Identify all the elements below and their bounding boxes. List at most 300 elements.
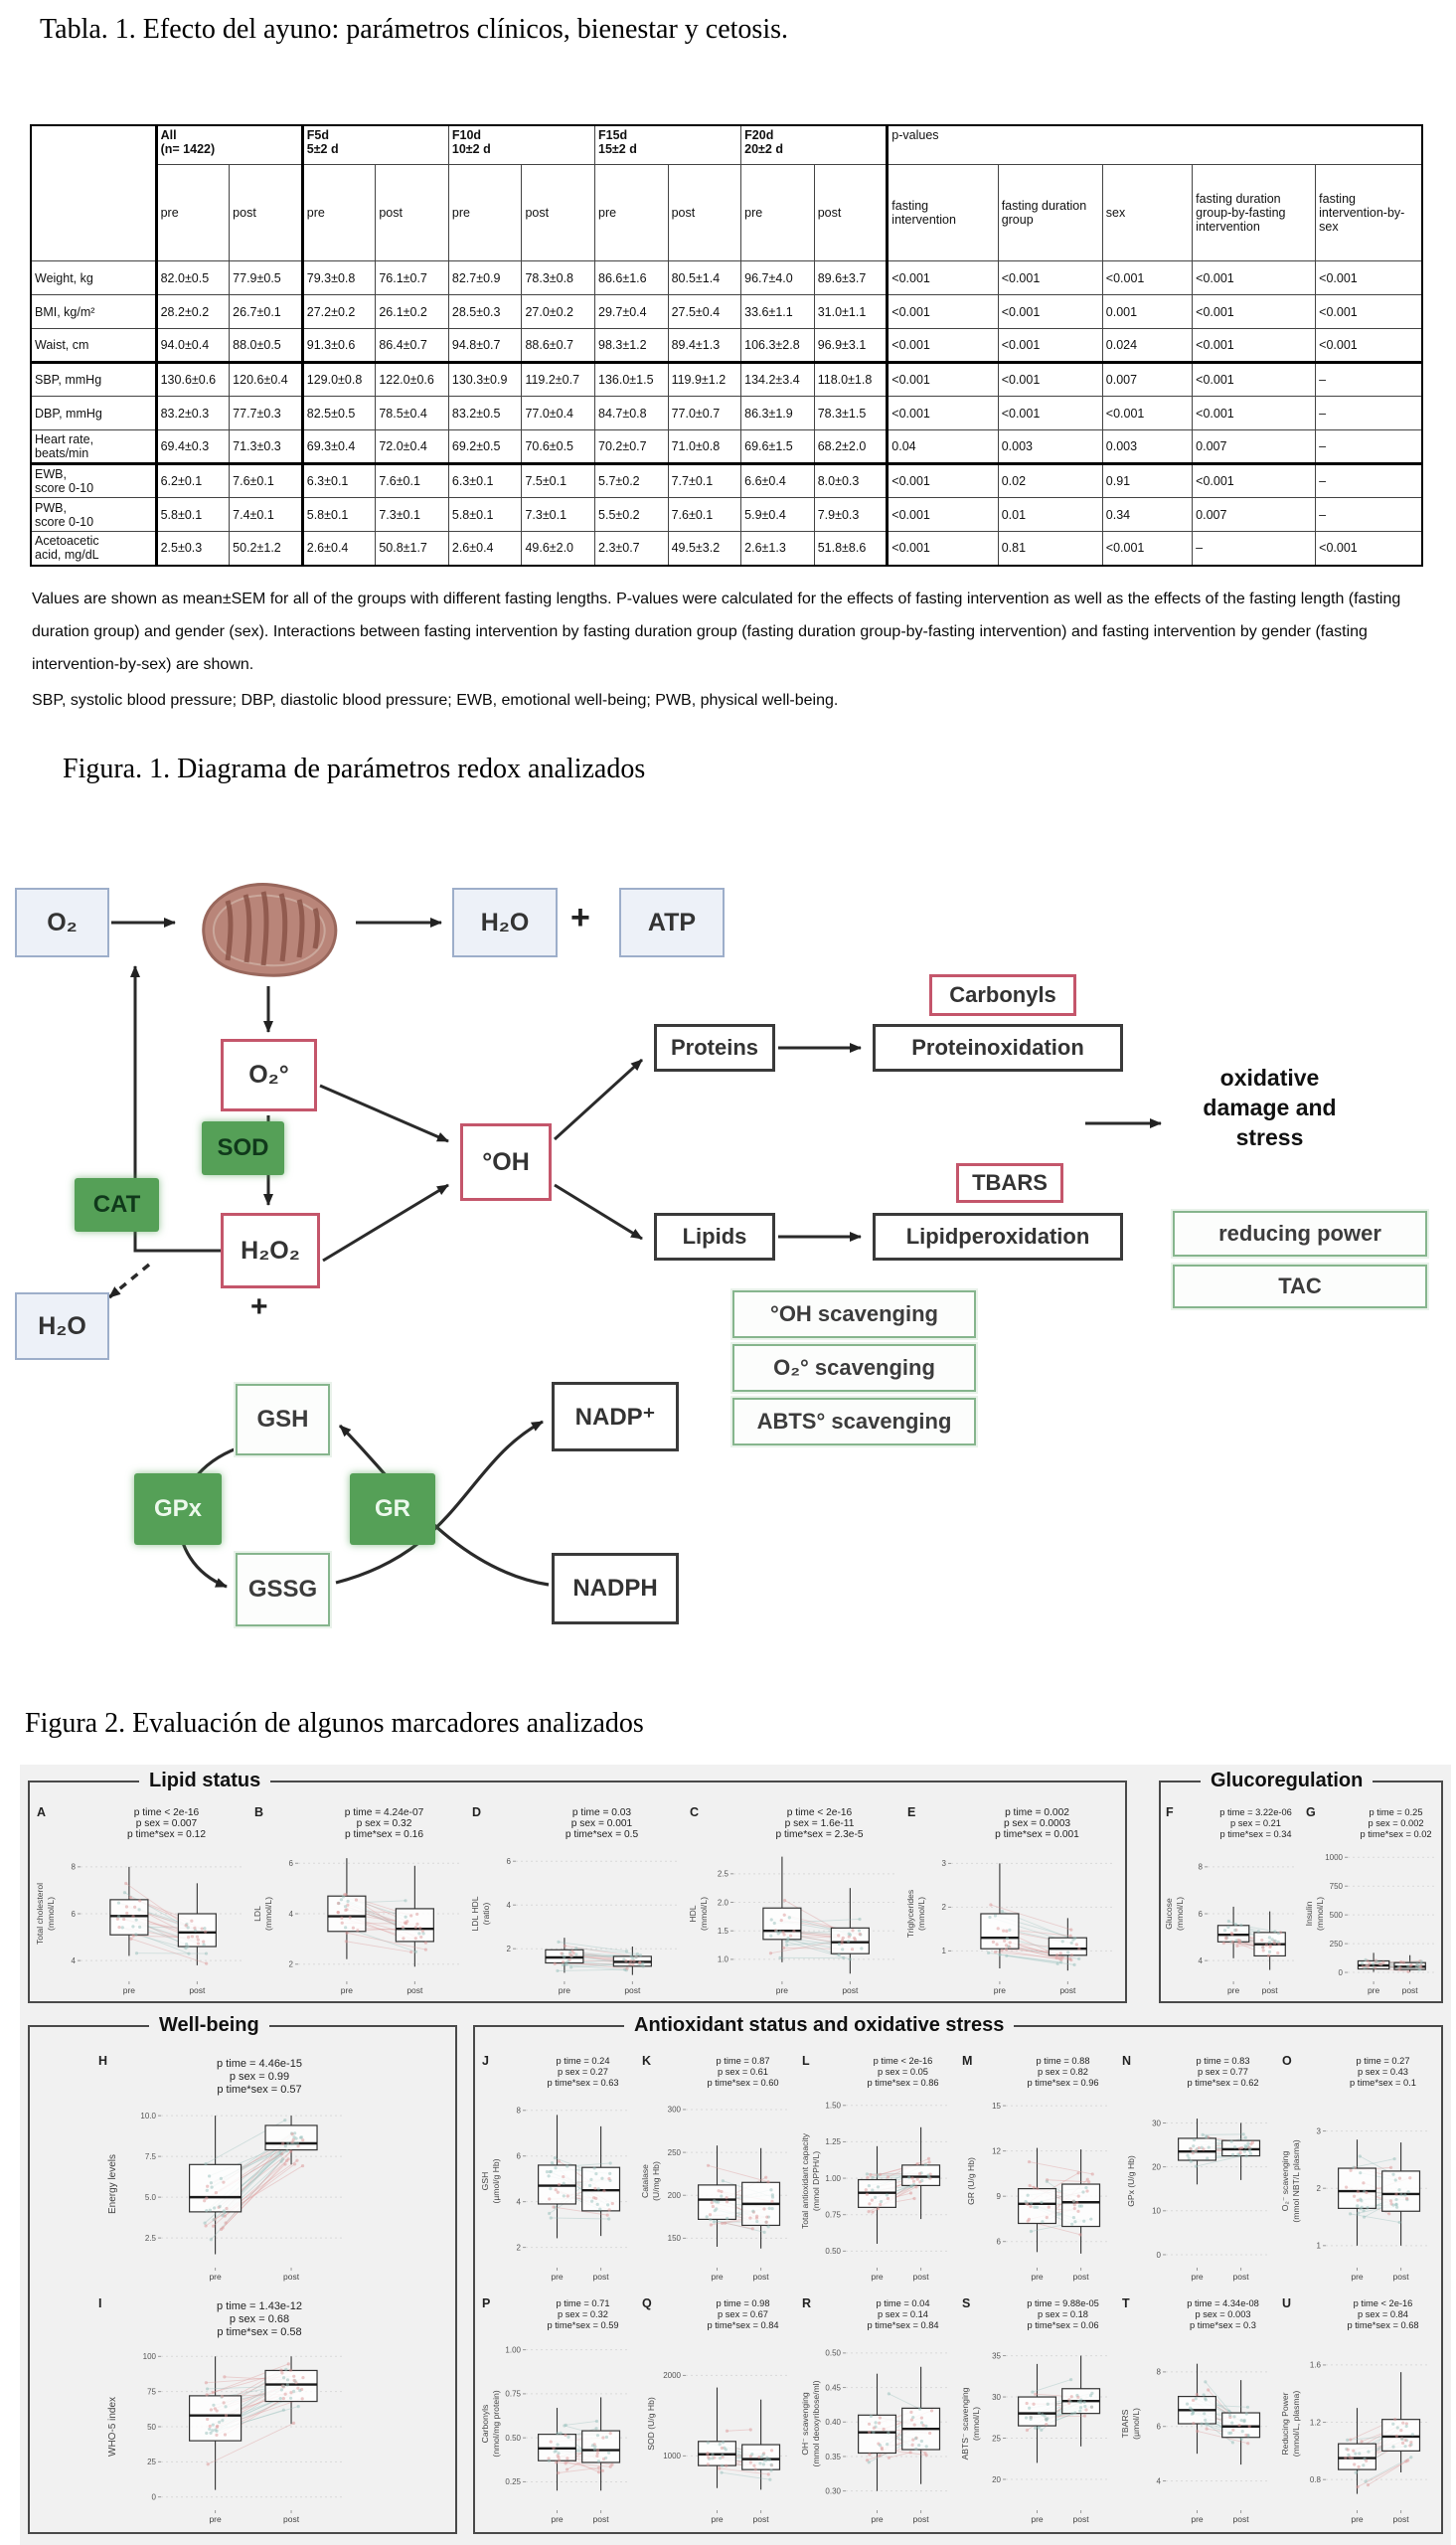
- p-value-cell: <0.001: [998, 295, 1102, 329]
- value-cell: 69.3±0.4: [302, 430, 376, 464]
- gr-enzyme-box: GR: [350, 1473, 435, 1545]
- value-cell: 88.0±0.5: [230, 329, 303, 363]
- svg-text:0: 0: [1338, 1967, 1343, 1977]
- svg-text:p time*sex = 0.001: p time*sex = 0.001: [995, 1829, 1079, 1840]
- svg-text:6: 6: [1156, 2422, 1161, 2432]
- svg-text:1: 1: [941, 1947, 946, 1956]
- figure2-section-2: [28, 2014, 457, 2534]
- svg-text:pre: pre: [1031, 2272, 1044, 2282]
- svg-text:p time = 0.87: p time = 0.87: [716, 2056, 770, 2066]
- svg-text:3: 3: [1316, 2126, 1321, 2136]
- svg-text:(mmol/L): (mmol/L): [46, 1897, 56, 1931]
- p-column-header: sex: [1102, 165, 1192, 261]
- value-cell: 7.6±0.1: [376, 464, 449, 498]
- value-cell: 80.5±1.4: [668, 261, 741, 295]
- p-value-cell: <0.001: [1316, 532, 1422, 566]
- p-value-cell: <0.001: [1316, 261, 1422, 295]
- svg-text:(nmol/mg protein): (nmol/mg protein): [491, 2390, 501, 2458]
- p-value-cell: 0.81: [998, 532, 1102, 566]
- pre-post-header: post: [668, 165, 741, 261]
- value-cell: 134.2±3.4: [741, 363, 815, 397]
- svg-text:5.0: 5.0: [144, 2192, 156, 2202]
- pre-post-header: pre: [741, 165, 815, 261]
- p-value-cell: 0.01: [998, 498, 1102, 532]
- value-cell: 7.6±0.1: [230, 464, 303, 498]
- value-cell: 130.3±0.9: [448, 363, 522, 397]
- svg-text:2: 2: [516, 2243, 521, 2253]
- value-cell: 88.6±0.7: [522, 329, 595, 363]
- value-cell: 77.0±0.4: [522, 397, 595, 430]
- value-cell: 49.6±2.0: [522, 532, 595, 566]
- figure2-section-1: [1159, 1770, 1443, 2003]
- p-value-cell: <0.001: [1102, 261, 1192, 295]
- svg-text:p sex = 0.27: p sex = 0.27: [558, 2067, 608, 2077]
- p-value-cell: <0.001: [1193, 329, 1316, 363]
- p-value-cell: –: [1316, 498, 1422, 532]
- nadp-box: NADP⁺: [552, 1382, 679, 1451]
- svg-text:p sex = 0.32: p sex = 0.32: [356, 1818, 412, 1829]
- boxplot-panel-E: [904, 1802, 1122, 2001]
- svg-text:4: 4: [71, 1955, 76, 1965]
- figure2-panels: [20, 1765, 1451, 2545]
- svg-text:0.8: 0.8: [1309, 2474, 1321, 2484]
- svg-text:ABTS⁻ scavenging: ABTS⁻ scavenging: [960, 2387, 970, 2460]
- value-cell: 71.0±0.8: [668, 430, 741, 464]
- svg-text:post: post: [1401, 1985, 1418, 1995]
- svg-text:(µmol/L): (µmol/L): [1131, 2408, 1141, 2440]
- svg-text:p sex = 0.43: p sex = 0.43: [1358, 2067, 1408, 2077]
- value-cell: 77.9±0.5: [230, 261, 303, 295]
- svg-text:p time = 4.34e-08: p time = 4.34e-08: [1187, 2298, 1259, 2308]
- svg-text:F: F: [1166, 1805, 1174, 1819]
- section-title: Lipid status: [139, 1770, 270, 1792]
- svg-text:(mmol/L): (mmol/L): [699, 1897, 709, 1931]
- table-row: [31, 464, 1422, 498]
- svg-text:pre: pre: [871, 2272, 884, 2282]
- svg-text:p sex = 1.6e-11: p sex = 1.6e-11: [784, 1818, 855, 1829]
- value-cell: 5.8±0.1: [302, 498, 376, 532]
- svg-text:post: post: [842, 1985, 859, 1995]
- value-cell: 78.3±0.8: [522, 261, 595, 295]
- svg-text:0: 0: [151, 2492, 156, 2502]
- value-cell: 70.6±0.5: [522, 430, 595, 464]
- p-values-header: p-values: [888, 125, 1422, 165]
- value-cell: 26.7±0.1: [230, 295, 303, 329]
- pre-post-header: pre: [156, 165, 230, 261]
- atp-box: ATP: [619, 888, 725, 957]
- svg-text:pre: pre: [209, 2514, 222, 2524]
- svg-text:p time*sex = 0.96: p time*sex = 0.96: [1027, 2078, 1099, 2088]
- p-value-cell: –: [1193, 532, 1316, 566]
- svg-text:0.30: 0.30: [825, 2486, 841, 2496]
- p-column-header: fasting duration group: [998, 165, 1102, 261]
- p-value-cell: <0.001: [998, 261, 1102, 295]
- value-cell: 27.0±0.2: [522, 295, 595, 329]
- svg-text:pre: pre: [122, 1985, 136, 1995]
- svg-text:6: 6: [506, 1857, 511, 1866]
- svg-text:H: H: [98, 2054, 108, 2068]
- svg-text:Energy levels: Energy levels: [107, 2153, 118, 2215]
- svg-text:post: post: [283, 2514, 300, 2524]
- svg-text:0.75: 0.75: [825, 2210, 841, 2220]
- svg-text:p time*sex = 0.59: p time*sex = 0.59: [547, 2320, 619, 2330]
- value-cell: 69.4±0.3: [156, 430, 230, 464]
- svg-text:J: J: [482, 2054, 489, 2068]
- svg-text:OH⁻ scavenging: OH⁻ scavenging: [800, 2392, 810, 2456]
- svg-text:1.50: 1.50: [825, 2101, 841, 2111]
- svg-text:p time*sex = 0.06: p time*sex = 0.06: [1027, 2320, 1099, 2330]
- svg-text:1.00: 1.00: [825, 2173, 841, 2183]
- value-cell: 94.8±0.7: [448, 329, 522, 363]
- svg-text:SOD (U/g Hb): SOD (U/g Hb): [646, 2397, 656, 2451]
- value-cell: 91.3±0.6: [302, 329, 376, 363]
- row-label: SBP, mmHg: [31, 363, 156, 397]
- svg-text:post: post: [1072, 2514, 1089, 2524]
- value-cell: 2.6±1.3: [741, 532, 815, 566]
- svg-text:p time*sex = 0.86: p time*sex = 0.86: [867, 2078, 939, 2088]
- boxplot-panel-K: [639, 2051, 799, 2288]
- value-cell: 86.4±0.7: [376, 329, 449, 363]
- svg-text:750: 750: [1329, 1882, 1343, 1892]
- value-cell: 68.2±2.0: [814, 430, 888, 464]
- boxplot-panel-M: [959, 2051, 1119, 2288]
- boxplot-panel-T: [1119, 2293, 1279, 2530]
- p-value-cell: 0.34: [1102, 498, 1192, 532]
- value-cell: 26.1±0.2: [376, 295, 449, 329]
- svg-text:pre: pre: [993, 1985, 1007, 1995]
- svg-text:p sex = 0.82: p sex = 0.82: [1038, 2067, 1088, 2077]
- value-cell: 5.7±0.2: [595, 464, 669, 498]
- svg-text:30: 30: [1152, 2119, 1161, 2128]
- svg-text:pre: pre: [1367, 1985, 1380, 1995]
- svg-text:250: 250: [1329, 1939, 1343, 1949]
- p-column-header: fasting intervention: [888, 165, 998, 261]
- value-cell: 6.3±0.1: [448, 464, 522, 498]
- value-cell: 69.2±0.5: [448, 430, 522, 464]
- row-label: PWB, score 0-10: [31, 498, 156, 532]
- svg-text:50: 50: [147, 2422, 156, 2432]
- p-value-cell: <0.001: [998, 397, 1102, 430]
- svg-text:T: T: [1122, 2296, 1130, 2310]
- svg-text:N: N: [1122, 2054, 1132, 2068]
- svg-text:pre: pre: [1351, 2272, 1364, 2282]
- svg-text:p sex = 0.68: p sex = 0.68: [229, 2313, 290, 2325]
- svg-text:Glucose: Glucose: [1164, 1898, 1174, 1930]
- pre-post-header: post: [522, 165, 595, 261]
- boxplot-panel-S: [959, 2293, 1119, 2530]
- svg-text:0.50: 0.50: [825, 2348, 841, 2358]
- p-value-cell: <0.001: [998, 363, 1102, 397]
- svg-text:25: 25: [992, 2434, 1001, 2444]
- svg-text:Q: Q: [642, 2296, 652, 2310]
- value-cell: 82.0±0.5: [156, 261, 230, 295]
- svg-text:C: C: [690, 1805, 700, 1819]
- svg-text:p time = 0.03: p time = 0.03: [571, 1807, 632, 1818]
- svg-text:p time*sex = 0.16: p time*sex = 0.16: [345, 1829, 423, 1840]
- figure2-title: Figura 2. Evaluación de algunos marcadores analizados: [25, 1708, 644, 1739]
- svg-text:8: 8: [1198, 1862, 1203, 1872]
- p-value-cell: <0.001: [1102, 532, 1192, 566]
- p-value-cell: <0.001: [1316, 329, 1422, 363]
- svg-text:p sex = 0.21: p sex = 0.21: [1230, 1818, 1281, 1828]
- value-cell: 8.0±0.3: [814, 464, 888, 498]
- svg-text:75: 75: [147, 2387, 156, 2397]
- group-header: All (n= 1422): [156, 125, 302, 165]
- svg-text:0.45: 0.45: [825, 2383, 841, 2393]
- pre-post-header: post: [814, 165, 888, 261]
- p-value-cell: <0.001: [888, 498, 998, 532]
- svg-text:6: 6: [71, 1909, 76, 1919]
- svg-text:12: 12: [992, 2146, 1001, 2156]
- table-row: [31, 329, 1422, 363]
- svg-text:0.50: 0.50: [825, 2247, 841, 2257]
- svg-text:post: post: [752, 2514, 769, 2524]
- svg-text:1.6: 1.6: [1309, 2360, 1321, 2370]
- value-cell: 136.0±1.5: [595, 363, 669, 397]
- svg-text:(ratio): (ratio): [481, 1902, 491, 1926]
- p-value-cell: <0.001: [1102, 397, 1192, 430]
- svg-text:p sex = 0.77: p sex = 0.77: [1198, 2067, 1248, 2077]
- svg-text:pre: pre: [711, 2272, 724, 2282]
- p-value-cell: 0.007: [1193, 430, 1316, 464]
- pre-post-header: pre: [595, 165, 669, 261]
- value-cell: 96.7±4.0: [741, 261, 815, 295]
- pre-post-header: pre: [448, 165, 522, 261]
- svg-text:(mmol NBT/L plasma): (mmol NBT/L plasma): [1291, 2139, 1301, 2223]
- svg-text:Carbonyls: Carbonyls: [480, 2404, 490, 2444]
- svg-text:K: K: [642, 2054, 652, 2068]
- svg-text:1.2: 1.2: [1309, 2418, 1321, 2428]
- section-title: Glucoregulation: [1201, 1770, 1373, 1792]
- svg-text:150: 150: [667, 2234, 681, 2244]
- p-value-cell: 0.024: [1102, 329, 1192, 363]
- svg-text:O: O: [1282, 2054, 1292, 2068]
- svg-text:p sex = 0.001: p sex = 0.001: [570, 1818, 633, 1829]
- value-cell: 5.9±0.4: [741, 498, 815, 532]
- value-cell: 96.9±3.1: [814, 329, 888, 363]
- svg-text:1.25: 1.25: [825, 2137, 841, 2147]
- h2o-box: H₂O: [452, 888, 558, 957]
- svg-text:p time*sex = 0.5: p time*sex = 0.5: [565, 1829, 639, 1840]
- value-cell: 118.0±1.8: [814, 363, 888, 397]
- svg-text:pre: pre: [209, 2272, 222, 2282]
- svg-text:p sex = 0.007: p sex = 0.007: [135, 1818, 198, 1829]
- gpx-enzyme-box: GPx: [134, 1473, 222, 1545]
- group-header: F15d 15±2 d: [595, 125, 741, 165]
- svg-text:7.5: 7.5: [144, 2151, 156, 2161]
- p-value-cell: 0.007: [1102, 363, 1192, 397]
- svg-text:pre: pre: [1191, 2514, 1204, 2524]
- abts-scavenging-box: ABTS° scavenging: [732, 1398, 976, 1445]
- o2-box: O₂: [15, 888, 109, 957]
- section-title: Antioxidant status and oxidative stress: [624, 2014, 1014, 2037]
- gssg-box: GSSG: [236, 1553, 330, 1626]
- value-cell: 86.6±1.6: [595, 261, 669, 295]
- svg-text:8: 8: [516, 2106, 521, 2116]
- svg-text:2: 2: [941, 1903, 946, 1913]
- svg-text:Total antioxidant capacity: Total antioxidant capacity: [800, 2132, 810, 2230]
- svg-text:1.00: 1.00: [505, 2345, 521, 2355]
- svg-text:p time < 2e-16: p time < 2e-16: [873, 2056, 933, 2066]
- boxplot-panel-C: [687, 1802, 904, 2001]
- value-cell: 122.0±0.6: [376, 363, 449, 397]
- svg-text:20: 20: [992, 2474, 1001, 2484]
- svg-text:6: 6: [1198, 1909, 1203, 1919]
- svg-text:post: post: [406, 1985, 423, 1995]
- svg-text:0.40: 0.40: [825, 2418, 841, 2428]
- p-value-cell: <0.001: [1193, 464, 1316, 498]
- value-cell: 98.3±1.2: [595, 329, 669, 363]
- p-value-cell: –: [1316, 397, 1422, 430]
- value-cell: 82.7±0.9: [448, 261, 522, 295]
- svg-text:Insulin: Insulin: [1304, 1901, 1314, 1927]
- section-title: Well-being: [149, 2014, 269, 2037]
- svg-text:p time*sex = 0.62: p time*sex = 0.62: [1187, 2078, 1259, 2088]
- p-value-cell: –: [1316, 363, 1422, 397]
- svg-text:LDL HDL: LDL HDL: [470, 1896, 480, 1932]
- boxplot-panel-F: [1163, 1802, 1303, 2001]
- svg-text:(mmol/L, plasma): (mmol/L, plasma): [1291, 2390, 1301, 2458]
- svg-text:pre: pre: [871, 2514, 884, 2524]
- table-row: [31, 363, 1422, 397]
- value-cell: 27.2±0.2: [302, 295, 376, 329]
- svg-text:pre: pre: [340, 1985, 354, 1995]
- value-cell: 33.6±1.1: [741, 295, 815, 329]
- svg-text:p time*sex = 0.02: p time*sex = 0.02: [1360, 1829, 1432, 1839]
- boxplot-panel-U: [1279, 2293, 1439, 2530]
- p-column-header: fasting duration group-by-fasting intervention: [1193, 165, 1316, 261]
- svg-text:pre: pre: [1351, 2514, 1364, 2524]
- oh-scavenging-box: °OH scavenging: [732, 1290, 976, 1338]
- svg-text:post: post: [1072, 2272, 1089, 2282]
- value-cell: 6.2±0.1: [156, 464, 230, 498]
- p-value-cell: <0.001: [888, 397, 998, 430]
- plus-sign-2: +: [250, 1290, 268, 1323]
- value-cell: 119.9±1.2: [668, 363, 741, 397]
- table-row: [31, 430, 1422, 464]
- svg-text:D: D: [472, 1805, 482, 1819]
- svg-text:4: 4: [288, 1909, 293, 1919]
- svg-text:1.5: 1.5: [717, 1927, 728, 1937]
- value-cell: 7.3±0.1: [376, 498, 449, 532]
- svg-text:pre: pre: [1031, 2514, 1044, 2524]
- p-value-cell: <0.001: [888, 261, 998, 295]
- svg-text:100: 100: [142, 2352, 156, 2362]
- svg-text:P: P: [482, 2296, 491, 2310]
- svg-text:1000: 1000: [1325, 1853, 1343, 1863]
- svg-text:TBARS: TBARS: [1120, 2409, 1130, 2439]
- svg-text:post: post: [592, 2272, 609, 2282]
- value-cell: 78.5±0.4: [376, 397, 449, 430]
- svg-text:2: 2: [1316, 2184, 1321, 2194]
- table-row: [31, 261, 1422, 295]
- value-cell: 50.2±1.2: [230, 532, 303, 566]
- boxplot-panel-P: [479, 2293, 639, 2530]
- svg-text:post: post: [1392, 2514, 1409, 2524]
- row-label: EWB, score 0-10: [31, 464, 156, 498]
- svg-text:10.0: 10.0: [140, 2111, 156, 2121]
- p-value-cell: 0.007: [1193, 498, 1316, 532]
- svg-text:4: 4: [1198, 1955, 1203, 1965]
- svg-text:post: post: [283, 2272, 300, 2282]
- svg-text:(mmol DPPH/L): (mmol DPPH/L): [811, 2150, 821, 2212]
- svg-text:2: 2: [506, 1945, 511, 1953]
- o2-scavenging-box: O₂° scavenging: [732, 1344, 976, 1392]
- svg-text:S: S: [962, 2296, 971, 2310]
- svg-text:Total cholesterol: Total cholesterol: [35, 1882, 45, 1946]
- svg-text:p sex = 0.99: p sex = 0.99: [229, 2071, 290, 2083]
- table-row: [31, 295, 1422, 329]
- value-cell: 27.5±0.4: [668, 295, 741, 329]
- svg-text:post: post: [912, 2514, 929, 2524]
- superoxide-box: O₂°: [221, 1039, 317, 1111]
- svg-text:p time*sex = 0.63: p time*sex = 0.63: [547, 2078, 619, 2088]
- svg-text:6: 6: [288, 1859, 293, 1869]
- svg-text:p time = 0.27: p time = 0.27: [1356, 2056, 1410, 2066]
- boxplot-panel-J: [479, 2051, 639, 2288]
- carbonyls-box: Carbonyls: [929, 974, 1076, 1016]
- value-cell: 89.6±3.7: [814, 261, 888, 295]
- boxplot-panel-R: [799, 2293, 959, 2530]
- svg-text:p sex = 0.67: p sex = 0.67: [718, 2309, 768, 2319]
- svg-text:p time*sex = 0.57: p time*sex = 0.57: [217, 2084, 302, 2096]
- value-cell: 29.7±0.4: [595, 295, 669, 329]
- svg-text:500: 500: [1329, 1910, 1343, 1920]
- reducing-power-box: reducing power: [1173, 1211, 1427, 1257]
- svg-text:p sex = 0.003: p sex = 0.003: [1195, 2309, 1251, 2319]
- svg-text:8: 8: [71, 1862, 76, 1872]
- svg-text:Catalase: Catalase: [640, 2164, 650, 2198]
- svg-text:4: 4: [1156, 2476, 1161, 2486]
- value-cell: 106.3±2.8: [741, 329, 815, 363]
- nadph-box: NADPH: [552, 1553, 679, 1624]
- svg-text:(mmol/L): (mmol/L): [971, 2407, 981, 2441]
- value-cell: 6.6±0.4: [741, 464, 815, 498]
- value-cell: 70.2±0.7: [595, 430, 669, 464]
- value-cell: 83.2±0.3: [156, 397, 230, 430]
- p-value-cell: <0.001: [888, 295, 998, 329]
- p-value-cell: <0.001: [888, 532, 998, 566]
- svg-text:p sex = 0.05: p sex = 0.05: [878, 2067, 928, 2077]
- svg-text:post: post: [1232, 2272, 1249, 2282]
- cat-enzyme-box: CAT: [75, 1178, 159, 1232]
- tbars-box: TBARS: [956, 1163, 1063, 1203]
- proteinoxidation-box: Proteinoxidation: [873, 1024, 1123, 1072]
- svg-text:p sex = 0.18: p sex = 0.18: [1038, 2309, 1088, 2319]
- svg-text:post: post: [1232, 2514, 1249, 2524]
- svg-text:E: E: [907, 1805, 916, 1819]
- row-label: Acetoacetic acid, mg/dL: [31, 532, 156, 566]
- svg-text:HDL: HDL: [688, 1905, 698, 1923]
- svg-text:(mmol/L): (mmol/L): [263, 1897, 273, 1931]
- value-cell: 51.8±8.6: [814, 532, 888, 566]
- svg-text:GPx (U/g Hb): GPx (U/g Hb): [1126, 2155, 1136, 2207]
- svg-text:p time*sex = 0.3: p time*sex = 0.3: [1190, 2320, 1256, 2330]
- svg-text:Triglycerides: Triglycerides: [905, 1889, 915, 1939]
- lipidperoxidation-box: Lipidperoxidation: [873, 1213, 1123, 1261]
- p-value-cell: <0.001: [1193, 397, 1316, 430]
- boxplot-panel-A: [34, 1802, 251, 2001]
- value-cell: 7.4±0.1: [230, 498, 303, 532]
- fasting-effects-table: [30, 124, 1423, 567]
- svg-text:p time = 9.88e-05: p time = 9.88e-05: [1027, 2298, 1099, 2308]
- svg-text:p time = 0.24: p time = 0.24: [556, 2056, 610, 2066]
- figure1-title: Figura. 1. Diagrama de parámetros redox analizados: [63, 754, 646, 784]
- svg-text:p sex = 0.002: p sex = 0.002: [1368, 1818, 1424, 1828]
- boxplot-panel-G: [1303, 1802, 1443, 2001]
- svg-text:25: 25: [147, 2458, 156, 2467]
- value-cell: 77.0±0.7: [668, 397, 741, 430]
